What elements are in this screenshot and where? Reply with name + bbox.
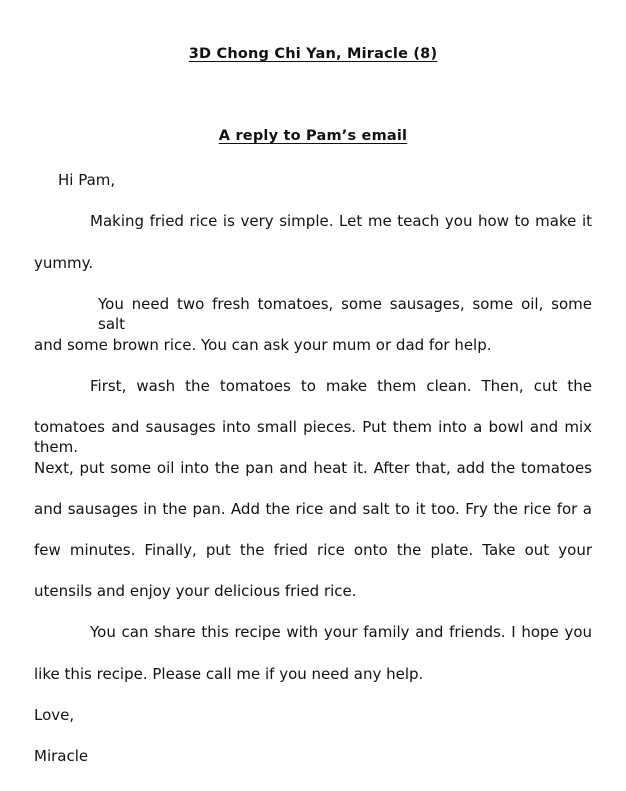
student-line: 3D Chong Chi Yan, Miracle (8) xyxy=(188,46,438,62)
greeting: Hi Pam, xyxy=(58,171,116,189)
closing: Love, xyxy=(34,706,75,724)
paragraph-3-line-4: and sausages in the pan. Add the rice and salt to it too. Fry the rice for a xyxy=(34,500,592,518)
paragraph-1-line-1: Making fried rice is very simple. Let me teach you how to make it xyxy=(90,212,592,230)
paragraph-3-line-5: few minutes. Finally, put the fried rice onto the plate. Take out your xyxy=(34,541,592,559)
letter-title: A reply to Pam’s email xyxy=(218,128,408,144)
paragraph-3-line-3: Next, put some oil into the pan and heat it. After that, add the tomatoes xyxy=(34,459,592,477)
paragraph-4-line-2: like this recipe. Please call me if you need any help. xyxy=(34,665,424,683)
paragraph-2-line-1: You need two fresh tomatoes, some sausages, some oil, some salt xyxy=(98,295,592,333)
paragraph-3-line-2: tomatoes and sausages into small pieces. Put them into a bowl and mix them. xyxy=(34,418,592,456)
paragraph-1-line-2: yummy. xyxy=(34,254,94,272)
paragraph-4-line-1: You can share this recipe with your family and friends. I hope you xyxy=(90,623,592,641)
signature: Miracle xyxy=(34,747,89,765)
paragraph-2-line-2: and some brown rice. You can ask your mum or dad for help. xyxy=(34,336,492,354)
paragraph-3-line-1: First, wash the tomatoes to make them clean. Then, cut the xyxy=(90,377,592,395)
paragraph-3-line-6: utensils and enjoy your delicious fried rice. xyxy=(34,582,357,600)
